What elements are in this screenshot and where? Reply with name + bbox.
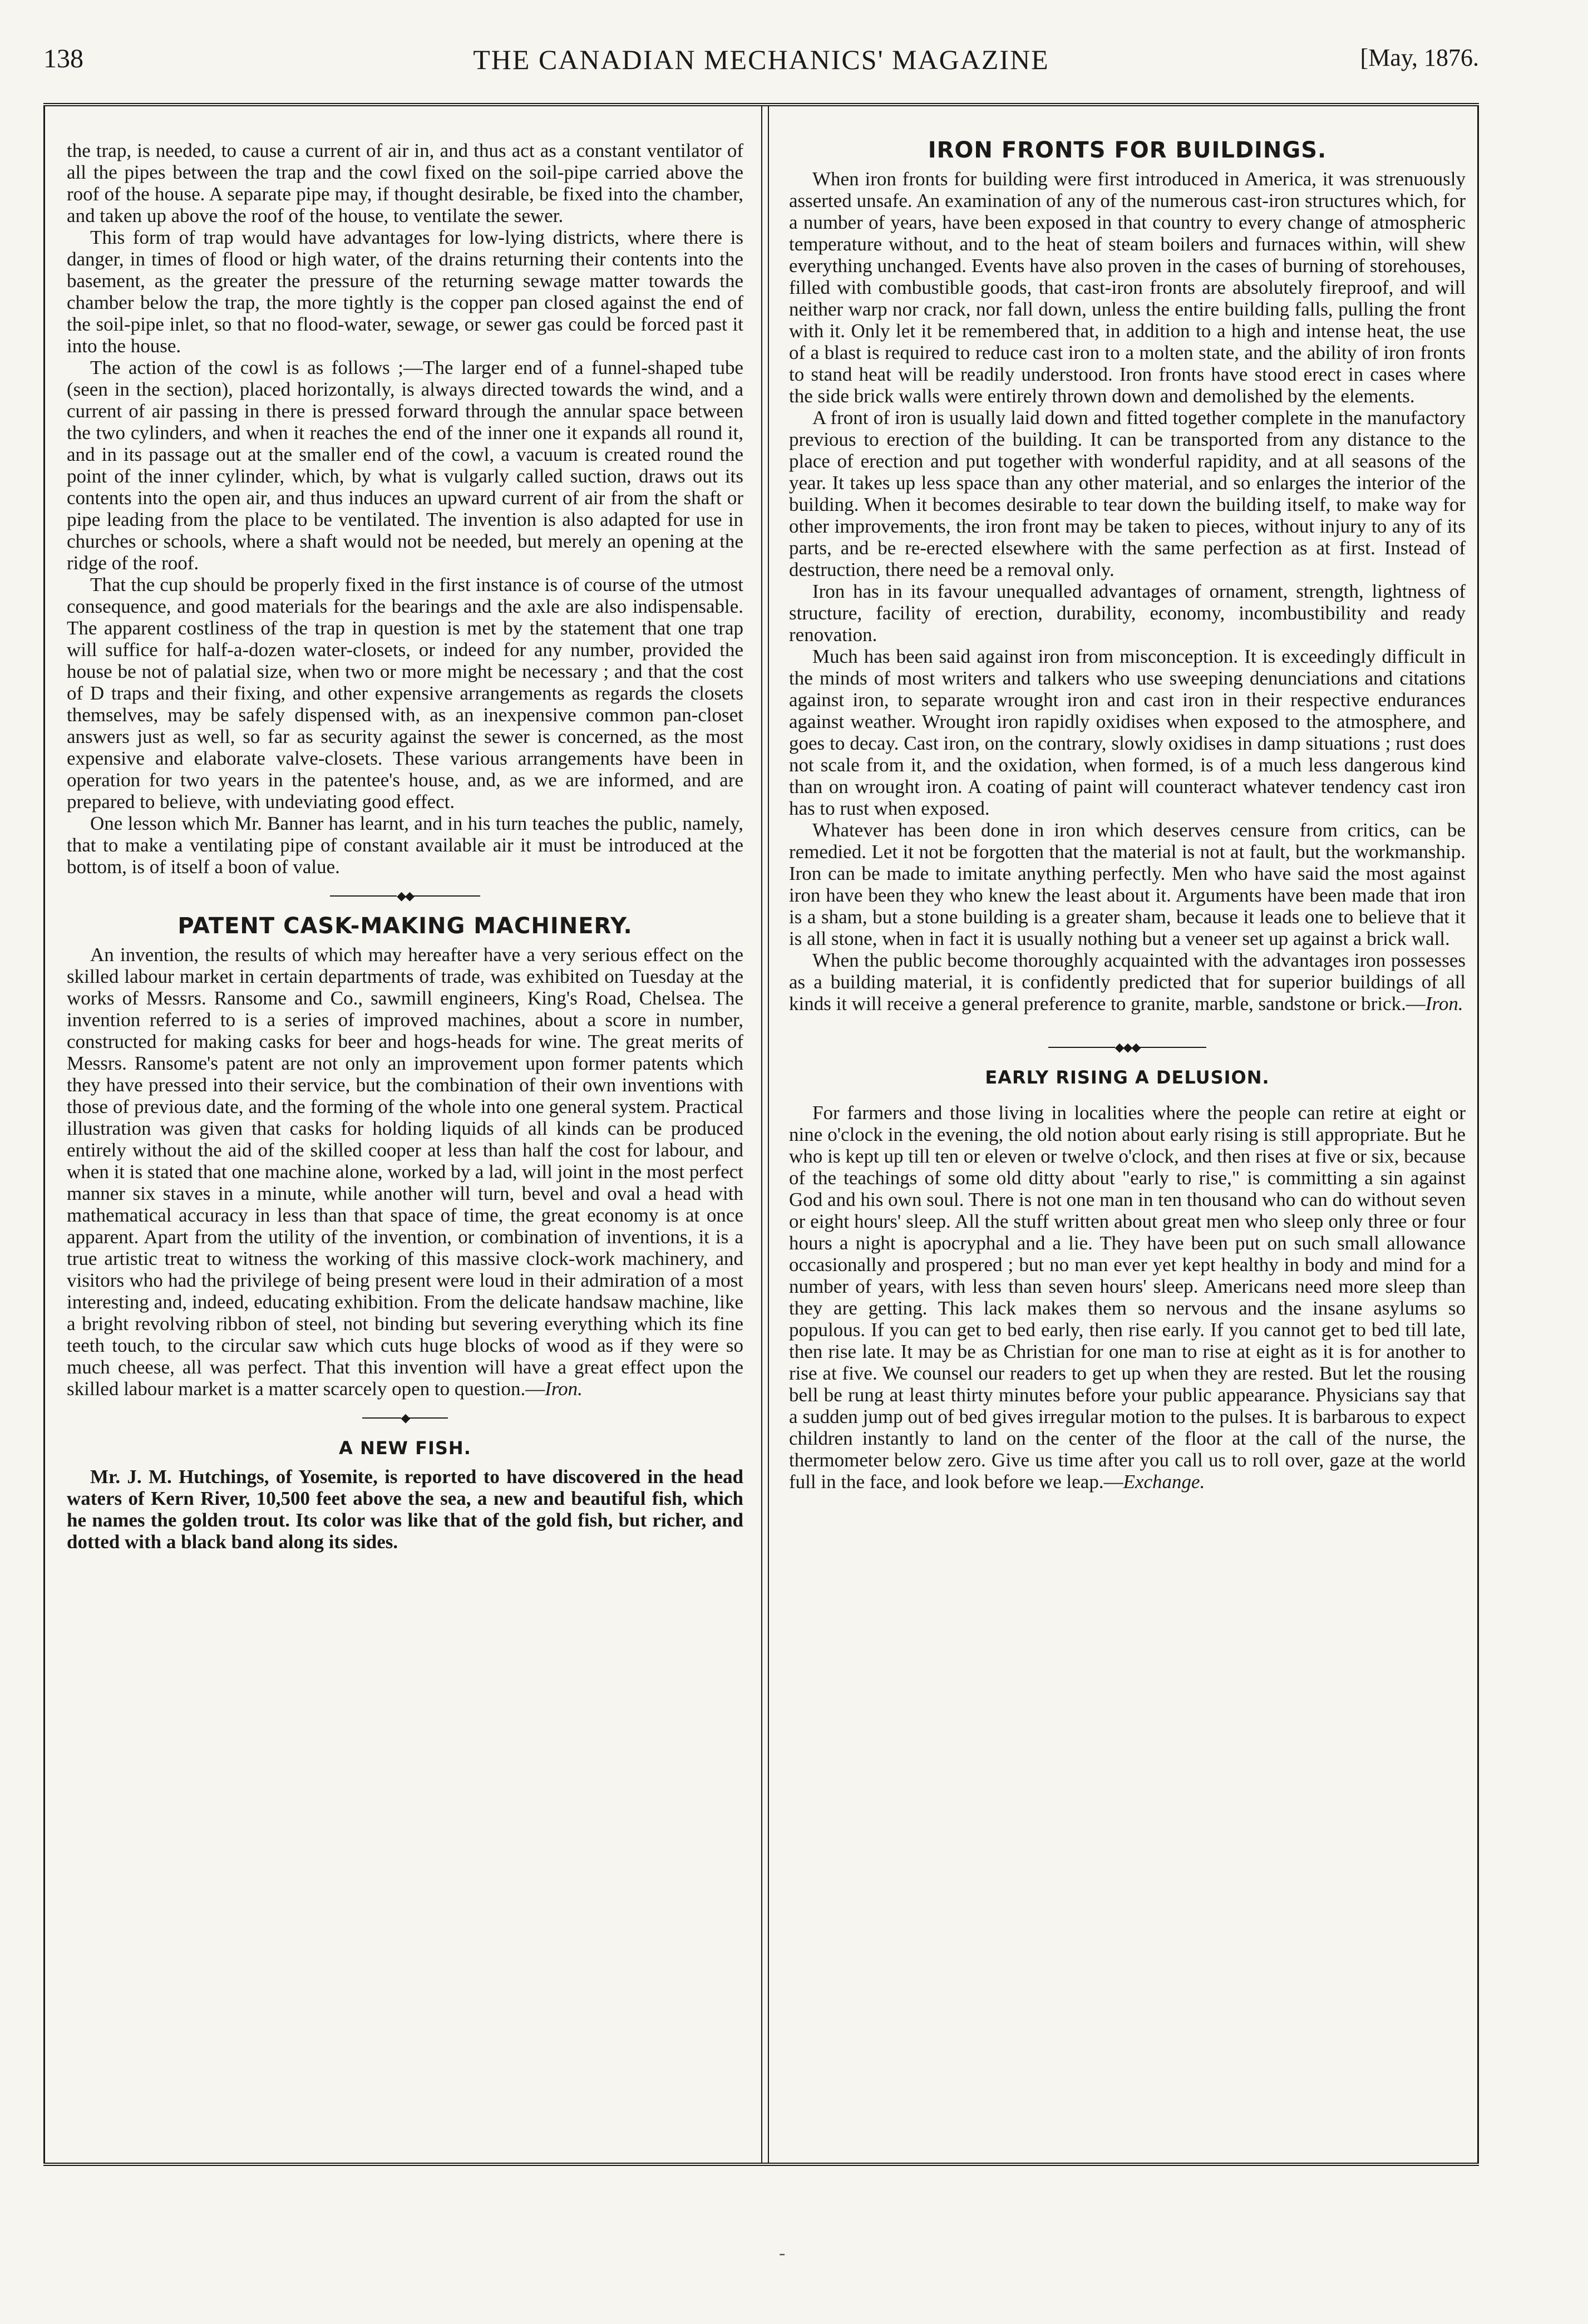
article-heading-fish: A NEW FISH. [339,1437,471,1459]
paragraph: One lesson which Mr. Banner has learnt, and in his turn teaches the public, namely, that to make a ventilating pipe of constant available air it must be introduced at the bottom, is of itself a boon of value. [67,813,743,878]
issue-date: [May, 1876. [1360,44,1479,71]
paragraph: Much has been said against iron from misconception. It is exceedingly difficult in the minds of most writers and talkers who use sweeping denunciations and citations against iron, to separate wrought iron and cast iron in their respective endurances against weather. Wrought iron rapidly oxidises when exposed to the atmosphere, and goes to decay. Cast iron, on the contrary, slowly oxidises in damp situations ; rust does not scale from it, and the oxidation, when formed, is of a much less dangerous kind than on wrought iron. A coating of paint will counteract whatever tendency cast iron has to rust when exposed. [789,646,1466,819]
paragraph: This form of trap would have advantages for low-lying districts, where there is danger, in times of flood or high water, of the drains returning their contents into the basement, as the greater the pressure of the returning sewage matter towards the chamber below the trap, the more tightly is the copper pan closed against the end of the soil-pipe inlet, so that no flood-water, sewage, or sewer gas could be forced past it into the house. [67,227,743,357]
left-column [67,140,743,1553]
paragraph: When iron fronts for building were first introduced in America, it was strenuously asserted unsafe. An examination of any of the numerous cast-iron structures which, for a number of years, have been exposed in that country to every change of atmospheric temperature without, and to the heat of steam boilers and furnaces within, will shew everything unchanged. Events have also proven in the cases of burning of storehouses, filled with combustible goods, that cast-iron fronts are absolutely fireproof, and will neither warp nor crack, nor fall down, unless the entire building falls, pulling the front with it. Only let it be remembered that, in addition to a high and intense heat, the use of a blast is required to reduce cast iron to a molten state, and the ability of iron fronts to stand heat will be readily understood. Iron fronts have stood erect in cases where the side brick walls were entirely thrown down and demolished by the elements. [789,168,1466,407]
masthead: THE CANADIAN MECHANICS' MAGAZINE [473,44,1049,75]
paragraph: When the public become thoroughly acquainted with the advantages iron possesses as a building material, it is confidently predicted that for superior buildings of all kinds it will receive a general preference to granite, marble, sandstone or brick.—Iron. [789,949,1466,1015]
paragraph: The action of the cowl is as follows ;—The larger end of a funnel-shaped tube (seen in the section), placed horizontally, is always directed towards the wind, and a current of air passing in there is pressed forward through the annular space between the two cylinders, and when it reaches the end of the inner one it expands all round it, and in its passage out at the smaller end of the cowl, a vacuum is created round the point of the inner cylinder, which, by what is vulgarly called suction, draws out its contents into the open air, and thus induces an upward current of air from the shaft or pipe leading from the place to be ventilated. The invention is also adapted for use in churches or schools, where a shaft would not be needed, but merely an opening at the ridge of the roof. [67,357,743,574]
paragraph: A front of iron is usually laid down and fitted together complete in the manufactory previous to erection of the building. It can be transported from any distance to the place of erection and put together with wonderful rapidity, and at all seasons of the year. It takes up less space than any other material, and so enlarges the interior of the building. When it becomes desirable to tear down the building itself, to make way for other improvements, the iron front may be taken to pieces, without injury to any of its parts, and be re-erected elsewhere with the same perfection as at first. Instead of destruction, there need be a removal only. [789,407,1466,580]
footer-mark: - [779,2243,786,2263]
article-body-fish: Mr. J. M. Hutchings, of Yosemite, is reported to have discovered in the head waters of Kern River, 10,500 feet above the sea, a new and beautiful fish, which he names the golden trout. Its color was like that of the gold fish, but richer, and dotted with a black band along its sides. [67,1466,743,1553]
column-divider [761,106,769,2163]
article-heading-cask: PATENT CASK-MAKING MACHINERY. [177,913,633,939]
right-column [789,137,1466,1493]
paragraph: That the cup should be properly fixed in the first instance is of course of the utmost consequence, and good materials for the bearings and the axle are also indispensable. The apparent costliness of the trap in question is met by the statement that one trap will suffice for half-a-dozen water-closets, or indeed for any number, provided the house be not of palatial size, when two or more might be necessary ; and that the cost of D traps and their fixing, and other expensive arrangements as regards the closets themselves, may be safely dispensed with, as an inexpensive common pan-closet answers just as well, so far as security against the sewer is concerned, as the most expensive and elaborate valve-closets. These various arrangements have been in operation for two years in the patentee's house, and, as we are informed, and are prepared to believe, with undeviating good effect. [67,574,743,813]
paragraph: Iron has in its favour unequalled advantages of ornament, strength, lightness of structure, facility of erection, durability, economy, incombustibility and ready renovation. [789,580,1466,646]
article-heading-rising: EARLY RISING A DELUSION. [985,1067,1270,1089]
paragraph: the trap, is needed, to cause a current of air in, and thus act as a constant ventilator of all the pipes between the trap and the cowl fixed on the soil-pipe carried above the roof of the house. A separate pipe may, if thought desirable, be fixed into the chamber, and taken up above the roof of the house, to ventilate the sewer. [67,140,743,227]
page-frame [43,103,1479,2166]
article-body-cask: An invention, the results of which may hereafter have a very serious effect on the skilled labour market in certain departments of trade, was exhibited on Tuesday at the works of Messrs. Ransome and Co., sawmill engineers, King's Road, Chelsea. The invention referred to is a series of improved machines, about a score in number, constructed for making casks for beer and hogs-heads for wine. The great merits of Messrs. Ransome's patent are not only an improvement upon former patents which they have pressed into their service, but the combination of their own inventions with those of previous date, and the forming of the whole into one general system. Practical illustration was given that casks for holding liquids of all kinds can be produced entirely without the aid of the skilled cooper at less than half the cost for labour, and when it is stated that one machine alone, worked by a lad, will joint in the most perfect manner six staves in a minute, while another will turn, bevel and oval a head with mathematical accuracy in less than that space of time, the great economy is at once apparent. Apart from the utility of the invention, or combination of inventions, it is a true artistic treat to witness the working of this massive clock-work machinery, and visitors who had the privilege of being present were loud in their admiration of a most interesting and, indeed, educating exhibition. From the delicate handsaw machine, like a bright revolving ribbon of steel, not binding but severing everything which its fine teeth touch, to the circular saw which cuts huge blocks of wood as if they were so much cheese, all was perfect. That this invention will have a great effect upon the skilled labour market is a matter scarcely open to question.—Iron. [67,944,743,1400]
article-heading-iron: IRON FRONTS FOR BUILDINGS. [928,137,1327,163]
section-ornament: ◆ [67,1407,743,1427]
article-body-rising: For farmers and those living in localities where the people can retire at eight or nine o'clock in the evening, the old notion about early rising is still appropriate. But he who is kept up till ten or eleven or twelve o'clock, and then rises at five or six, because of the teachings of some old ditty about "early to rise," is committing a sin against God and his own soul. There is not one man in ten thousand who can do without seven or eight hours' sleep. All the stuff written about great men who sleep only three or four hours a night is apocryphal and a lie. They have been put on such small allowance occasionally and prospered ; but no man ever yet kept healthy in body and mind for a number of years, with less than seven hours' sleep. Americans need more sleep than they are getting. This lack makes them so nervous and the insane asylums so populous. If you can get to bed early, then rise early. If you cannot get to bed till late, then rise late. It may be as Christian for one man to rise at eight as it is for another to rise at five. We counsel our readers to get up when they are rested. But let the rousing bell be rung at least thirty minutes before your public appearance. Physicians say that a sudden jump out of bed gives irregular motion to the pulses. It is barbarous to expect children instantly to land on the center of the floor at the call of the nurse, the thermometer below zero. Give us time after you call us to roll over, gaze at the world full in the face, and look before we leap.—Exchange. [789,1102,1466,1493]
page-number: 138 [43,44,83,73]
section-ornament: ◆◆◆ [789,1037,1466,1057]
paragraph: Whatever has been done in iron which deserves censure from critics, can be remedied. Let it not be forgotten that the material is not at fault, but the workmanship. Iron can be made to imitate anything perfectly. Men who have said the most against iron have been they who knew the least about it. Arguments have been made that iron is a sham, but a stone building is a greater sham, because it leads one to believe that it is all stone, when in fact it is usually nothing but a veneer set up against a brick wall. [789,819,1466,949]
section-ornament: ◆◆ [67,885,743,905]
page-header [43,43,1479,88]
